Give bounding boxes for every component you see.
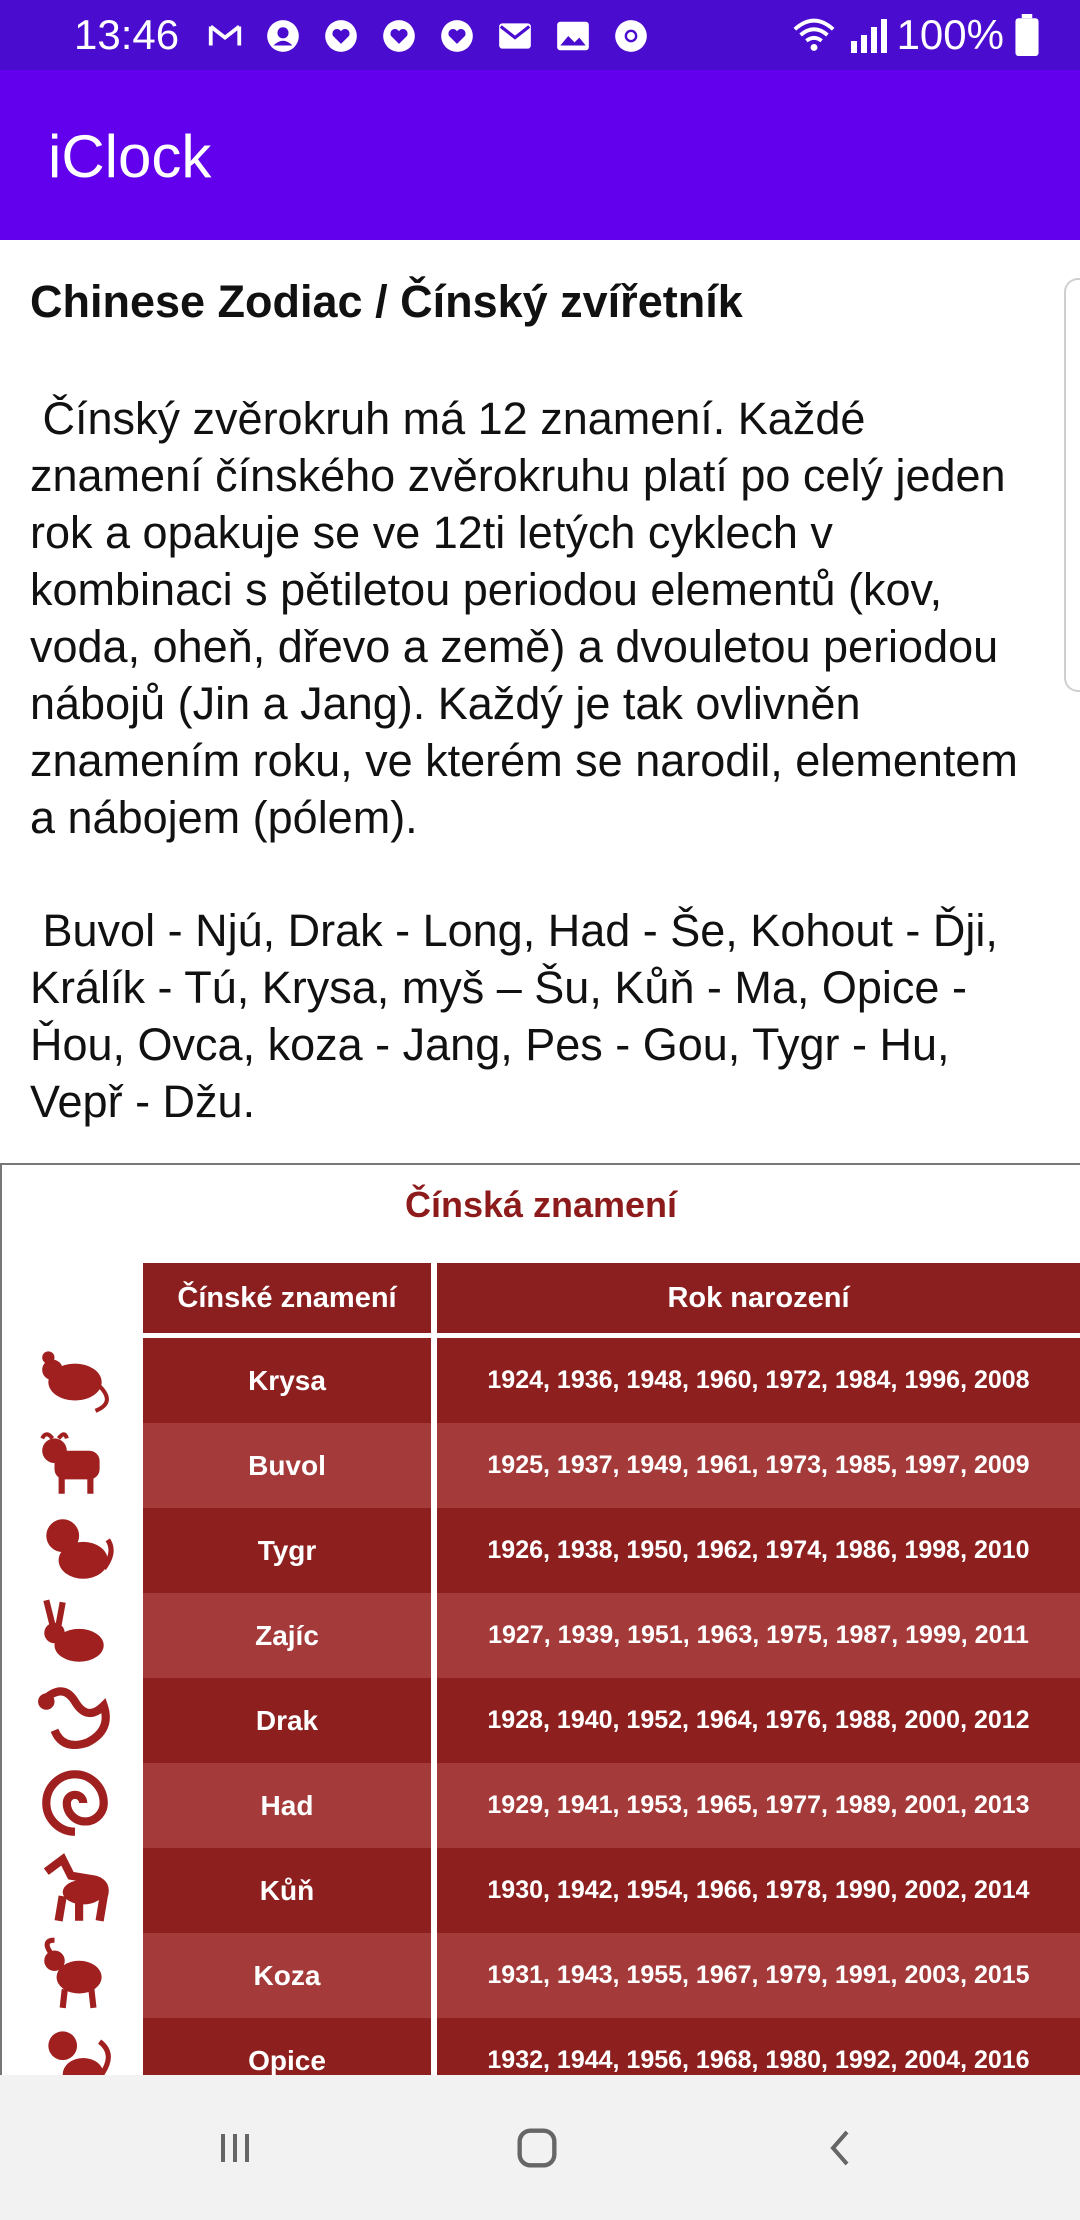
tiger-icon <box>34 1509 116 1587</box>
gmail-icon <box>206 17 244 55</box>
years-cell: 1925, 1937, 1949, 1961, 1973, 1985, 1997, 2009 <box>437 1423 1080 1508</box>
zodiac-table-rows <box>143 1338 1080 2075</box>
signal-icon <box>847 15 887 55</box>
wifi-icon <box>791 15 837 55</box>
table-row <box>143 1508 1080 1593</box>
heart-chat-icon <box>380 17 418 55</box>
notification-icons <box>206 14 650 58</box>
sign-cell: Drak <box>143 1678 431 1763</box>
status-time: 13:46 <box>74 11 180 58</box>
table-row <box>143 1338 1080 1423</box>
home-icon <box>511 2122 563 2174</box>
years-cell: 1924, 1936, 1948, 1960, 1972, 1984, 1996, 2008 <box>437 1338 1080 1423</box>
table-row <box>143 1423 1080 1508</box>
back-button[interactable] <box>806 2113 876 2183</box>
table-row <box>143 1933 1080 2018</box>
sign-cell: Krysa <box>143 1338 431 1423</box>
recents-button[interactable] <box>200 2113 270 2183</box>
sign-cell: Opice <box>143 2018 431 2075</box>
snake-icon <box>34 1764 116 1842</box>
sign-cell: Zajíc <box>143 1593 431 1678</box>
years-cell: 1927, 1939, 1951, 1963, 1975, 1987, 1999, 2011 <box>437 1593 1080 1678</box>
table-row <box>143 2018 1080 2075</box>
table-row <box>143 1593 1080 1678</box>
chrome-icon <box>612 17 650 55</box>
years-cell: 1932, 1944, 1956, 1968, 1980, 1992, 2004, 2016 <box>437 2018 1080 2075</box>
article-paragraph-intro: Čínský zvěrokruh má 12 znamení. Každé znamení čínského zvěrokruhu platí po celý jeden rok a opakuje se ve 12ti letých cyklech v kombinaci s pětiletou periodou elementů (kov, voda, oheň, dřevo a země) a dvouletou periodou nábojů (Jin a Jang). Každý je tak ovlivněn znamením roku, ve kterém se narodil, elementem a nábojem (pólem). <box>30 393 1031 843</box>
zodiac-table-title: Čínská znamení <box>404 1184 678 1225</box>
app-bar <box>0 70 1080 240</box>
years-cell: 1928, 1940, 1952, 1964, 1976, 1988, 2000, 2012 <box>437 1678 1080 1763</box>
battery-icon <box>1014 14 1040 56</box>
app-title: iClock <box>48 123 212 190</box>
sign-cell: Kůň <box>143 1848 431 1933</box>
rat-icon <box>34 1339 116 1417</box>
dragon-icon <box>34 1679 116 1757</box>
battery-level: 100% <box>896 11 1004 58</box>
sign-cell: Tygr <box>143 1508 431 1593</box>
status-right <box>791 10 1040 60</box>
table-row <box>143 1678 1080 1763</box>
ox-icon <box>34 1424 116 1502</box>
recents-icon <box>211 2124 259 2172</box>
animal-icons-column <box>20 1335 130 2075</box>
sign-cell: Buvol <box>143 1423 431 1508</box>
heart-chat-icon <box>438 17 476 55</box>
monkey-icon <box>34 2019 116 2076</box>
horse-icon <box>34 1849 116 1927</box>
years-cell: 1926, 1938, 1950, 1962, 1974, 1986, 1998, 2010 <box>437 1508 1080 1593</box>
sign-cell: Had <box>143 1763 431 1848</box>
home-button[interactable] <box>502 2113 572 2183</box>
back-icon <box>817 2124 865 2172</box>
account-icon <box>264 17 302 55</box>
years-cell: 1931, 1943, 1955, 1967, 1979, 1991, 2003, 2015 <box>437 1933 1080 2018</box>
years-cell: 1930, 1942, 1954, 1966, 1978, 1990, 2002, 2014 <box>437 1848 1080 1933</box>
system-nav-bar <box>0 2075 1080 2220</box>
scrollbar-thumb[interactable] <box>1064 278 1080 692</box>
article-paragraph-signs: Buvol - Njú, Drak - Long, Had - Še, Kohout - Ďji, Králík - Tú, Krysa, myš – Šu, Kůň - Ma, Opice - Ȟou, Ovca, koza - Jang, Pes - Gou, Tygr - Hu, Vepř - Džu. <box>30 905 1011 1127</box>
column-header-sign: Čínské znamení <box>143 1263 431 1333</box>
gallery-icon <box>554 17 592 55</box>
table-row <box>143 1763 1080 1848</box>
goat-icon <box>34 1934 116 2012</box>
mail-icon <box>496 17 534 55</box>
status-bar <box>0 0 1080 70</box>
column-header-years: Rok narození <box>437 1263 1080 1333</box>
heart-chat-icon <box>322 17 360 55</box>
rabbit-icon <box>34 1594 116 1672</box>
years-cell: 1929, 1941, 1953, 1965, 1977, 1989, 2001, 2013 <box>437 1763 1080 1848</box>
zodiac-table-image <box>0 1163 1080 2075</box>
content-scroll-area[interactable] <box>0 240 1080 2075</box>
table-row <box>143 1848 1080 1933</box>
article-heading: Chinese Zodiac / Čínský zvířetník <box>30 276 743 327</box>
sign-cell: Koza <box>143 1933 431 2018</box>
